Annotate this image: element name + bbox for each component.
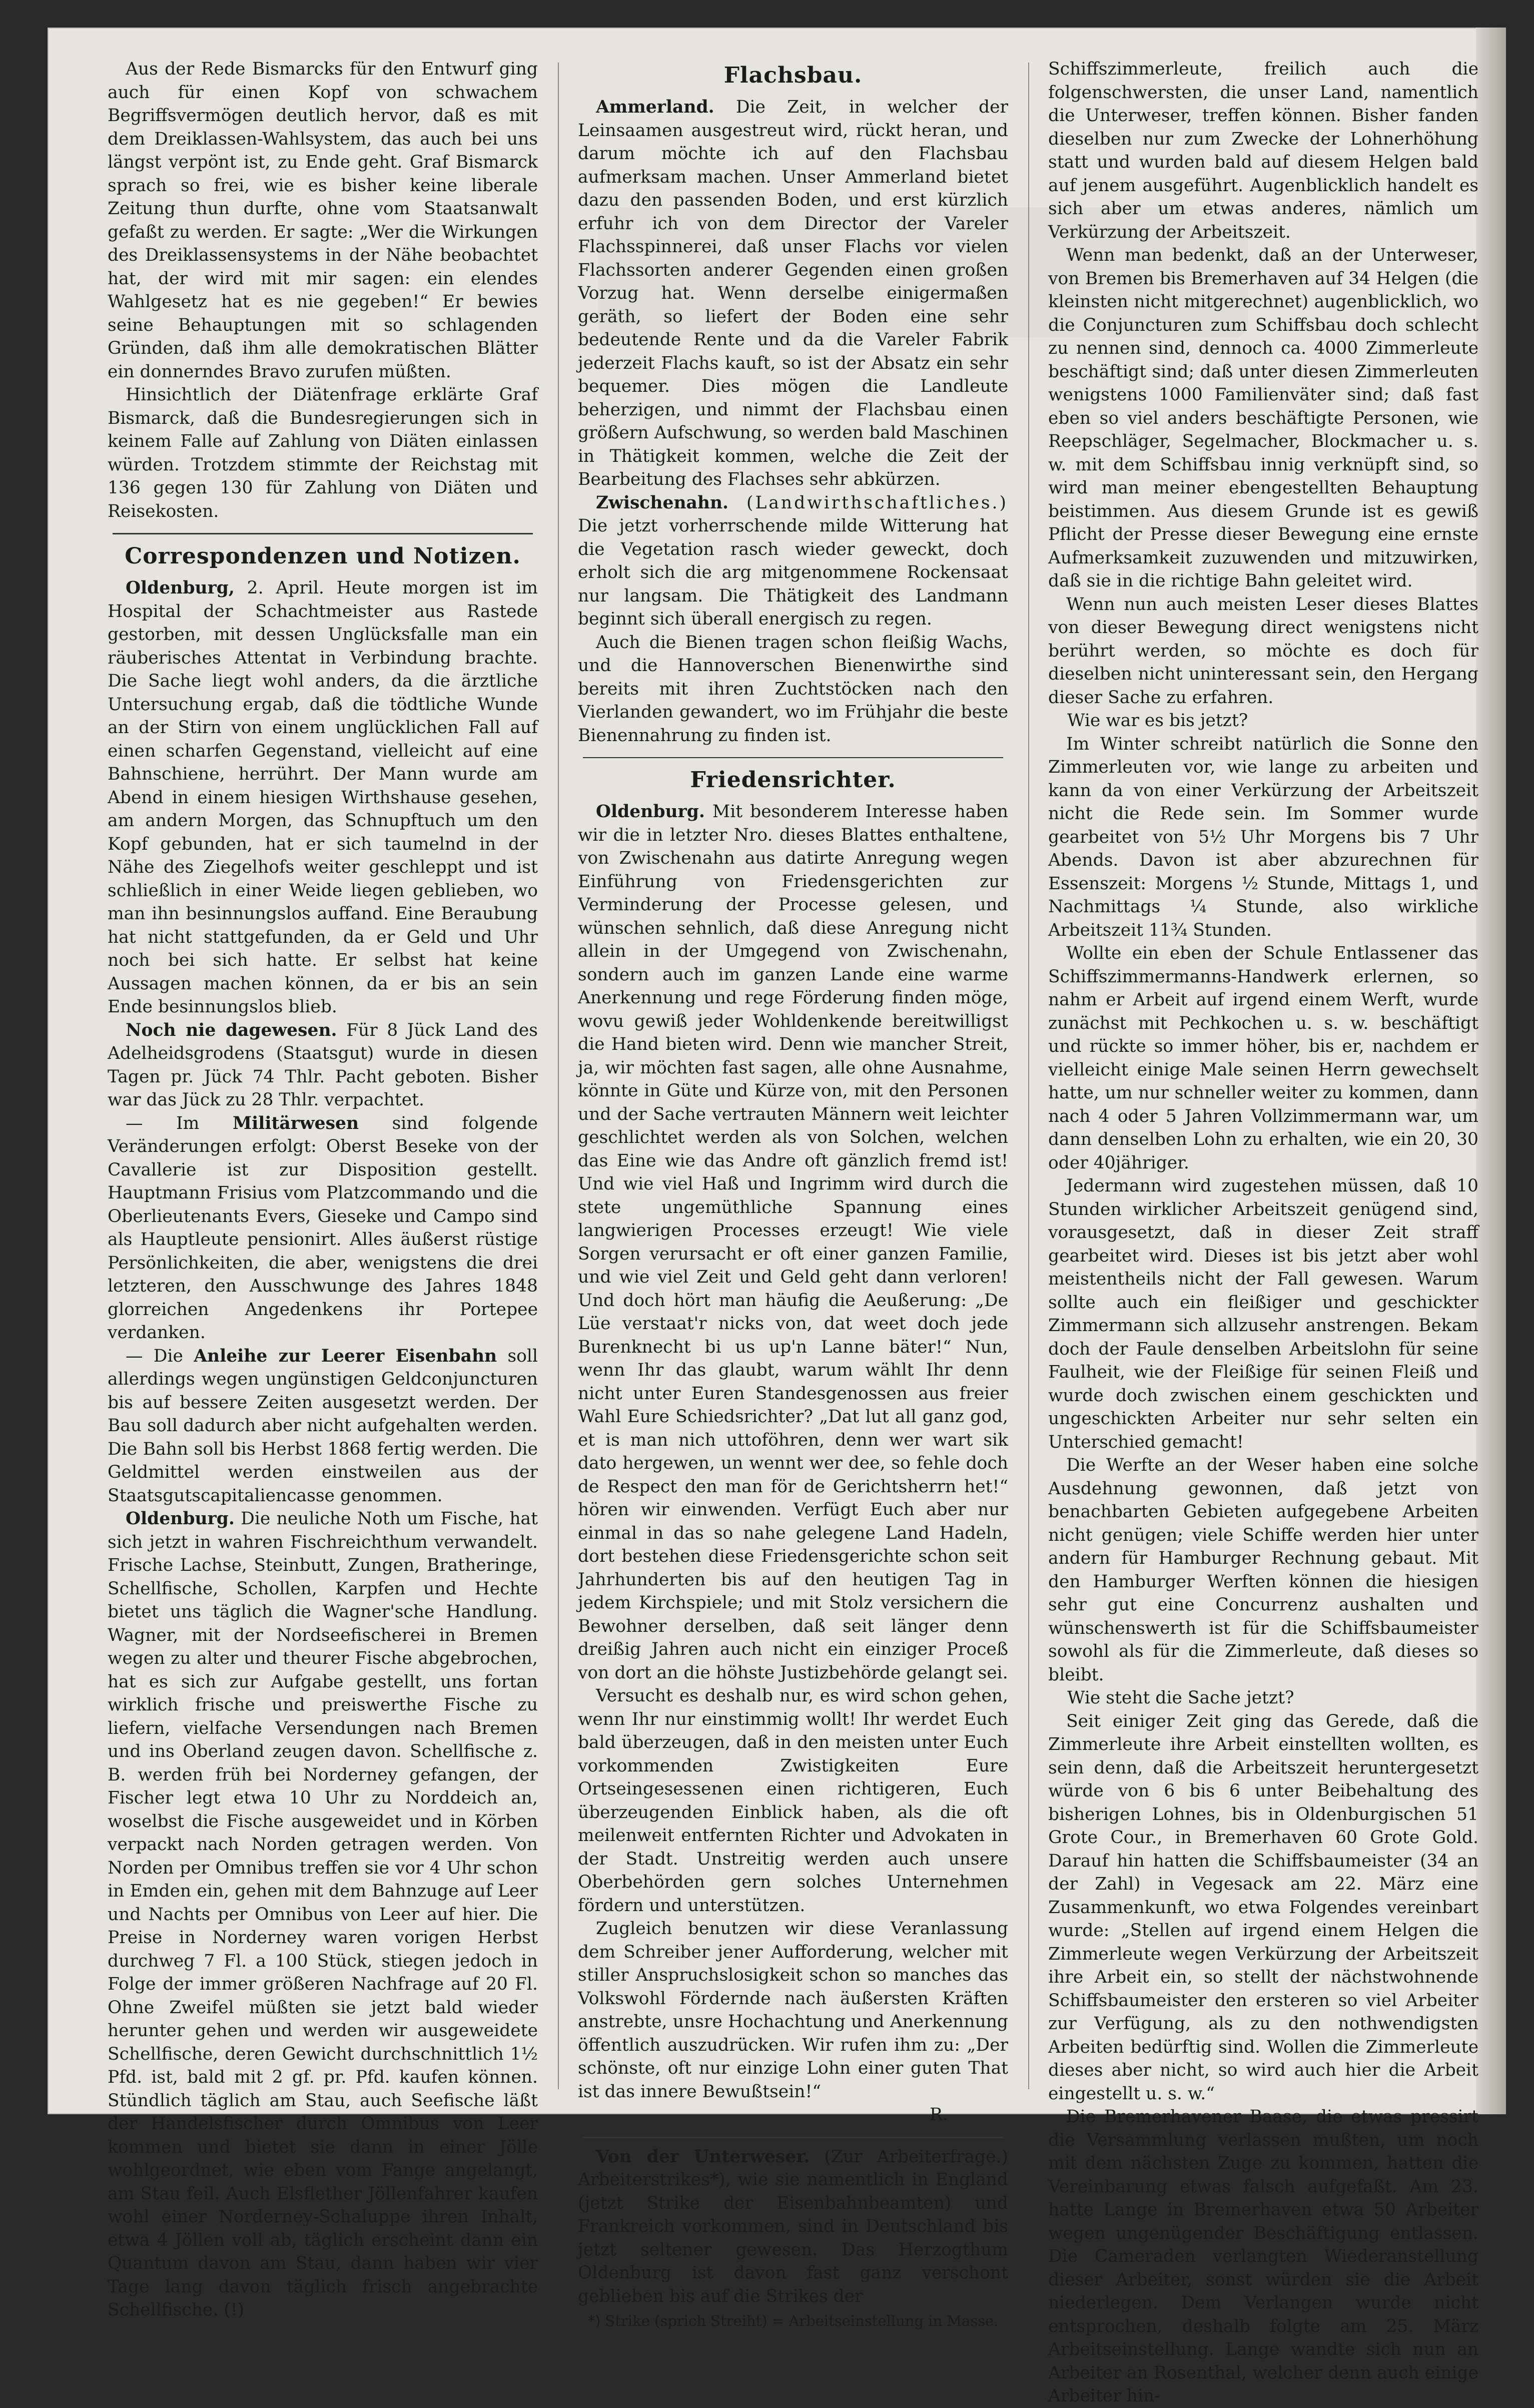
column-1 xyxy=(108,58,538,2320)
article-text: sind folgende Veränderungen erfolgt: Oberst Beseke von der Cavallerie ist zur Disposition gestellt. Hauptmann Frisius vom Platzcommando und die Oberlieutenants Evers, Gieseke und Campo sind als Hauptleute pensionirt. Alles äußerst rüstige Persönlichkeiten, die aber, wenigstens die drei letzteren, den Ausschwunge des Jahres 1848 glorreichen Angedenkens ihr Portepee verdanken. xyxy=(108,1113,538,1343)
article xyxy=(108,1345,538,1508)
footnote: *) Strike (sprich Streiht) = Arbeitseinstellung in Masse. xyxy=(587,2312,999,2329)
article-text: soll allerdings wegen ungünstigen Geldconjuncturen bis auf bessere Zeiten ausgesetzt werden. Der Bau soll dadurch aber nicht aufgehalten werden. Die Bahn soll bis Herbst 1868 fertig werden. Die Geldmittel werden einstweilen aus der Staatsgutscapitaliencasse genommen. xyxy=(108,1346,538,1506)
paragraph: Seit einiger Zeit ging das Gerede, daß die Zimmerleute ihre Arbeit einstellten wollten, es sein denn, daß die Arbeitszeit heruntergesetzt würde von 6 bis 6 unter Beibehaltung des bisherigen Lohnes, bis in Oldenburgischen 51 Grote Cour., in Bremerhaven 60 Grote Gold. Darauf hin hatten die Schiffsbaumeister (34 an der Zahl) in Vegesack am 22. März eine Zusammenkunft, wo etwa Folgendes vereinbart wurde: „Stellen auf irgend einem Helgen die Zimmerleute wegen Verkürzung der Arbeitszeit ihre Arbeit ein, so stellt der nächstwohnende Schiffsbaumeister den ersteren so viel Arbeiter zur Verfügung, als zu den nothwendigsten Arbeiten bedürftig sind. Wollen die Zimmerleute dieses aber nicht, so wird auch hier die Arbeit eingestellt u. s. w.“ xyxy=(1048,1711,1478,2104)
section-heading: Correspondenzen und Notizen. xyxy=(125,543,521,569)
dateline: Von der Unterweser. xyxy=(596,2146,810,2167)
dateline: Oldenburg, xyxy=(126,578,235,598)
section-heading: Friedensrichter. xyxy=(690,767,896,793)
paragraph: Versucht es deshalb nur, es wird schon gehen, wenn Ihr nur einstimmig wollt! Ihr werdet Euch bald überzeugen, daß in den meisten unter Euch vorkommenden Zwistigkeiten Eure Ortseingesessenen einen richtigeren, Euch überzeugenden Einblick haben, als die oft meilenweit entfernten Richter und Advokaten in der Stadt. Unstreitig werden auch unsere Oberbehörden gern solches Unternehmen fördern und unterstützen. xyxy=(578,1686,1008,1916)
paragraph: Wollte ein eben der Schule Entlassener das Schiffszimmermanns-Handwerk erlernen, so nahm er Arbeit auf irgend einem Werft, wurde zunächst mit Pechkochen u. s. w. beschäftigt und rückte so immer höher, bis er, nachdem er vielleicht einige Male seinen Herrn gewechselt hatte, um nur schneller weiter zu kommen, dann nach 4 oder 5 Jahren Vollzimmermann war, um dann denselben Lohn zu erhalten, wie ein 20, 30 oder 40jähriger. xyxy=(1048,943,1478,1173)
article xyxy=(108,1112,538,1345)
paragraph: Die Bremerhavener Baase, die etwas pressirt die Versammlung verlassen mußten, um noch mit dem nächsten Zuge zu kommen, hatten die Vereinbarung etwas falsch aufgefaßt. Am 23. hatte Lange in Bremerhaven etwa 50 Arbeiter wegen ungenügender Beschäftigung entlassen. Die Cameraden verlangten Wiederanstellung dieser Arbeiter, sonst würden sie die Arbeit niederlegen. Dem Verlangen wurde nicht entsprochen, deshalb folgte am 25. März Arbeitseinstellung. Lange wandte sich nun an Arbeiter an Rosenthal, welcher denn auch einige Arbeiter hin- xyxy=(1048,2107,1478,2406)
subheading: Wie war es bis jetzt? xyxy=(1067,711,1248,731)
paragraph: Wenn nun auch meisten Leser dieses Blattes von dieser Bewegung direct wenigstens nicht berührt werden, so möchte es doch für dieselben nicht uninteressant sein, den Hergang dieser Sache zu erfahren. xyxy=(1048,594,1478,708)
column-rule xyxy=(558,63,559,2089)
page-edge xyxy=(1476,28,1506,2114)
column-3 xyxy=(1048,58,1478,2406)
article-text: 2. April. Heute morgen ist im Hospital der Schachtmeister aus Rastede gestorben, mit dessen Unglücksfalle man ein räuberisches Attentat in Verbindung brachte. Die Sache liegt wohl anders, da die ärztliche Untersuchung ergab, daß die tödtliche Wunde an der Stirn von einem unglücklichen Fall auf einen scharfen Gegenstand, vielleicht auf eine Bahnschiene, herrührt. Der Mann wurde am Abend in einem hiesigen Wirthshause gesehen, am andern Morgen, das Schnupftuch um den Kopf gebunden, hat er sich taumelnd in der Nähe des Ziegelhofs weiter geschleppt und ist schließlich in einer Weide liegen geblieben, wo man ihn besinnungslos auffand. Eine Beraubung hat nicht stattgefunden, da er Geld und Uhr noch bei sich hatte. Er selbst hat keine Aussagen machen können, da er bis an sein Ende besinnungslos blieb. xyxy=(108,578,538,1017)
article xyxy=(578,491,1008,631)
article-text: Die Zeit, in welcher der Leinsaamen ausgestreut wird, rückt heran, und darum möchte ich auf den Flachsbau aufmerksam machen. Unser Ammerland bietet dazu den passenden Boden, und erst kürzlich erfuhr ich von dem Director der Vareler Flachsspinnerei, daß unser Flachs vor vielen Flachssorten anderer Gegenden einen großen Vorzug hat. Wenn derselbe einigermaßen geräth, so liefert der Boden eine sehr bedeutende Rente und da die Vareler Fabrik jederzeit Flachs kauft, so ist der Absatz ein sehr bequemer. Dies mögen die Landleute beherzigen, und nimmt der Flachsbau einen größern Aufschwung, so werden bald Maschinen in Thätigkeit kommen, welche die Zeit der Bearbeitung des Flachses sehr abkürzen. xyxy=(578,97,1008,489)
article xyxy=(108,1019,538,1112)
section-rule xyxy=(583,2137,1003,2138)
section-heading: Flachsbau. xyxy=(723,63,863,88)
section-rule xyxy=(583,757,1003,758)
paragraph: Jedermann wird zugestehen müssen, daß 10 Stunden wirklicher Arbeitszeit genügend sind, vorausgesetzt, daß in dieser Zeit straff gearbeitet wird. Dieses ist bis jetzt aber wohl meistentheils nicht der Fall gewesen. Warum sollte auch ein fleißiger und geschickter Zimmermann sich allzusehr anstrengen. Bekam doch der Faule denselben Arbeitslohn für seine Faulheit, wie der Fleißige für seinen Fleiß und wurde doch zwischen einem geschickten und ungeschickten Arbeiter nur sehr selten ein Unterschied gemacht! xyxy=(1048,1176,1478,1452)
article-tag: (Landwirthschaftliches.) xyxy=(728,492,1008,513)
dateline: Oldenburg. xyxy=(126,1509,235,1529)
paragraph: Die Werfte an der Weser haben eine solche Ausdehnung gewonnen, daß jetzt von benachbarten Gebieten aufgegebene Arbeiten nicht genügen; viele Schiffe werden hier unter andern für Hamburger Rechnung gebaut. Mit den Hamburger Werften können die hiesigen sehr gut eine Concurrenz aushalten und wünschenswerth ist für die Schiffsbaumeister sowohl als für die Zimmerleute, daß dieses so bleibt. xyxy=(1048,1455,1478,1685)
paragraph: Schiffszimmerleute, freilich auch die folgenschwersten, die unser Land, namentlich die Unterweser, treffen können. Bisher fanden dieselben nur zum Zwecke der Lohnerhöhung statt und wurden bald auf diesem Helgen bald auf jenem ausgeführt. Augenblicklich handelt es sich aber um etwas anderes, nämlich um Verkürzung der Arbeitszeit. xyxy=(1048,59,1478,242)
paragraph: Im Winter schreibt natürlich die Sonne den Zimmerleuten vor, wie lange zu arbeiten und kann da von einer Verkürzung der Arbeitszeit nicht die Rede sein. Im Sommer wurde gearbeitet von 5½ Uhr Morgens bis 7 Uhr Abends. Davon ist aber abzurechnen für Essenszeit: Morgens ½ Stunde, Mittags 1, und Nachmittags ¼ Stunde, also wirkliche Arbeitszeit 11¾ Stunden. xyxy=(1048,734,1478,940)
paragraph: Wenn man bedenkt, daß an der Unterweser, von Bremen bis Bremerhaven auf 34 Helgen (die kleinsten nicht mitgerechnet) augenblicklich, wo die Conjuncturen zum Schiffsbau doch schlecht zu nennen sind, dennoch ca. 4000 Zimmerleute beschäftigt sind; daß unter diesen Zimmerleuten wenigstens 1000 Familienväter sind; daß fast eben so viel anders beschäftigte Personen, wie Reepschläger, Segelmacher, Blockmacher u. s. w. mit dem Schiffsbau innig verknüpft sind, so wird man meiner ebengestellten Behauptung beistimmen. Aus diesem Grunde ist es gewiß Pflicht der Presse dieser Bewegung eine ernste Aufmerksamkeit zuzuwenden und mitzuwirken, daß sie in die richtige Bahn geleitet wird. xyxy=(1048,245,1478,591)
article-text: Für 8 Jück Land des Adelheidsgrodens (Staatsgut) wurde in diesen Tagen pr. Jück 74 Thlr. Pacht geboten. Bisher war das Jück zu 28 Thlr. verpachtet. xyxy=(108,1020,538,1110)
keyword: Noch nie dagewesen. xyxy=(126,1020,337,1040)
signature: R. xyxy=(930,2105,948,2125)
article-text: Arbeiterstrikes*), wie sie namentlich in England (jetzt Strike der Eisenbahnbeamten) und Frankreich vorkommen, sind in Deutschland bis jetzt seltener gewesen. Das Herzogthum Oldenburg ist davon fast ganz verschont geblieben bis auf die Strikes der xyxy=(578,2170,1008,2306)
dateline: Zwischenahn. xyxy=(596,492,729,513)
subheading: Wie steht die Sache jetzt? xyxy=(1067,1688,1294,1708)
paragraph: Auch die Bienen tragen schon fleißig Wachs, und die Hannoverschen Bienenwirthe sind bereits mit ihren Zuchtstöcken nach den Vierlanden gewandert, wo im Frühjahr die beste Bienennahrung zu finden ist. xyxy=(578,632,1008,746)
paragraph: Hinsichtlich der Diätenfrage erklärte Graf Bismarck, daß die Bundesregierungen sich in keinem Falle auf Zahlung von Diäten einlassen würden. Trotzdem stimmte der Reichstag mit 136 gegen 130 für Zahlung von Diäten und Reisekosten. xyxy=(108,385,538,521)
paragraph: Zugleich benutzen wir diese Veranlassung dem Schreiber jener Aufforderung, welcher mit stiller Anspruchslosigkeit schon so manches das Volkswohl Fördernde nach äußersten Kräften anstrebte, unsre Hochachtung und Anerkennung öffentlich auszudrücken. Wir rufen ihm zu: „Der schönste, oft nur einzige Lohn einer guten That ist das innere Bewußtsein!“ xyxy=(578,1919,1008,2102)
dateline: Ammerland. xyxy=(596,97,714,117)
keyword: Anleihe zur Leerer Eisenbahn xyxy=(194,1346,497,1366)
article xyxy=(578,800,1008,1684)
article xyxy=(108,1507,538,2322)
keyword: Militärwesen xyxy=(232,1113,359,1133)
article-text: Mit besonderem Interesse haben wir die in letzter Nro. dieses Blattes enthaltene, von Zwischenahn aus datirte Anregung wegen Einführung von Friedensgerichten zur Verminderung der Processe gelesen, und wünschen sehnlich, daß diese Anregung nicht allein in der Umgegend von Zwischenahn, sondern auch im ganzen Lande eine warme Anerkennung und rege Förderung finden möge, wovu gewiß jeder Wohldenkende bereitwilligst die Hand bieten wird. Denn wie mancher Streit, ja, wir möchten fast sagen, alle ohne Ausnahme, könnte in Güte und Kürze von, mit den Personen und der Sache vertrauten Männern weit leichter geschlichtet werden als von Solchen, welchen das Eine wie das Andre oft gänzlich fremd ist! Und wie viel Haß und Ingrimm wird durch die stete ungemüthliche Spannung eines langwierigen Processes erzeugt! Wie viele Sorgen verursacht er oft einer ganzen Familie, und wie viel Zeit und Geld geht dann verloren! Und doch hört man häufig die Aeußerung: „De Lüe verstaat'r nicks von, dat weet doch jede Burenknecht bi us up'n Lanne bäter!“ Nun, wenn Ihr das glaubt, warum wählt Ihr denn nicht unter Euren Standesgenossen aus freier Wahl Eure Schiedsrichter? „Dat lut all ganz god, et is man nich uttoföhren, denn wer wart sik dato hergewen, un wennt wer dee, so fehle doch de Respect den man för de Gerichtsherrn het!“ hören wir einwenden. Verfügt Euch aber nur einmal in das so nahe gelegene Land Hadeln, dort bestehen diese Friedensgerichte schon seit Jahrhunderten bis auf den heutigen Tag in jedem Kirchspiele; und mit Stolz versichern die Bewohner derselben, daß seit länger denn dreißig Jahren auch nicht ein einziger Proceß von dort an die höhste Justizbehörde gelangt sei. xyxy=(578,802,1008,1683)
article-text: Die neuliche Noth um Fische, hat sich jetzt in wahren Fischreichthum verwandelt. Frische Lachse, Steinbutt, Zungen, Bratheringe, Schellfische, Schollen, Karpfen und Hechte bietet uns täglich die Wagner'sche Handlung. Wagner, mit der Nordseefischerei in Bremen wegen zu alter und theurer Fische abgebrochen, hat es sich zur Aufgabe gestellt, uns fortan wirklich frische und preiswerthe Fische zu liefern, vielfache Versendungen nach Bremen und ins Oberland zeugen davon. Schellfische z. B. werden früh bei Norderney gefangen, der Fischer legt etwa 10 Uhr zu Norddeich an, woselbst die Fische ausgeweidet und in Körben verpackt nach Norden getragen werden. Von Norden per Omnibus treffen sie vor 4 Uhr schon in Emden ein, gehen mit dem Bahnzuge auf Leer und Nachts per Omnibus von Leer auf hier. Die Preise in Norderney waren vorigen Herbst durchweg 7 Fl. a 100 Stück, stiegen jedoch in Folge der immer größeren Nachfrage auf 20 Fl. Ohne Zweifel müßten sie jetzt bald wieder herunter gehen und werden wir ausgeweidete Schellfische, deren Gewicht durchschnittlich 1½ Pfd. ist, bald mit 2 gf. pr. Pfd. kaufen können. Stündlich täglich am Stau, auch Seefische läßt der Handelsfischer durch Omnibus von Leer kommen und bietet sie dann in einer Jölle wohlgeordnet, wie eben vom Fange angelangt, am Stau feil. Auch Elsflether Jöllenfahrer kaufen wohl einer Norderney-Schaluppe ihren Inhalt, etwa 4 Jöllen voll ab, täglich erscheint dann ein Quantum davon am Stau, dann haben wir vier Tage lang davon täglich frisch angebrachte Schellfische. (!) xyxy=(108,1509,538,2320)
article xyxy=(108,576,538,1019)
section-rule xyxy=(113,533,533,534)
article-tag: (Zur Arbeiterfrage.) xyxy=(810,2146,1008,2167)
article xyxy=(578,96,1008,491)
column-2 xyxy=(578,58,1008,2329)
column-rule xyxy=(1028,63,1029,2089)
newspaper-page xyxy=(48,28,1506,2406)
article-text: Die jetzt vorherrschende milde Witterung hat die Vegetation rasch wieder geweckt, doch erholt sich die arg mitgenommene Rockensaat nur langsam. Die Thätigkeit des Landmann beginnt sich überall energisch zu regen. xyxy=(578,516,1008,629)
dash: — Im xyxy=(126,1113,233,1133)
paragraph: Aus der Rede Bismarcks für den Entwurf ging auch für einen Kopf von schwachem Begriffsvermögen deutlich hervor, daß es mit dem Dreiklassen-Wahlsystem, das auch bei uns längst verpönt ist, zu Ende geht. Graf Bismarck sprach so frei, wie es bisher keine liberale Zeitung thun durfte, ohne vom Staatsanwalt gefaßt zu werden. Er sagte: „Wer die Wirkungen des Dreiklassensystems in der Nähe beobachtet hat, der wird mit mir sagen: ein elendes Wahlgesetz hat es nie gegeben!“ Er bewies seine Behauptungen mit so schlagenden Gründen, daß ihm alle demokratischen Blätter ein donnerndes Bravo zurufen müßten. xyxy=(108,59,538,382)
dash: — Die xyxy=(126,1346,194,1366)
article xyxy=(578,2145,1008,2308)
dateline: Oldenburg. xyxy=(596,802,705,822)
